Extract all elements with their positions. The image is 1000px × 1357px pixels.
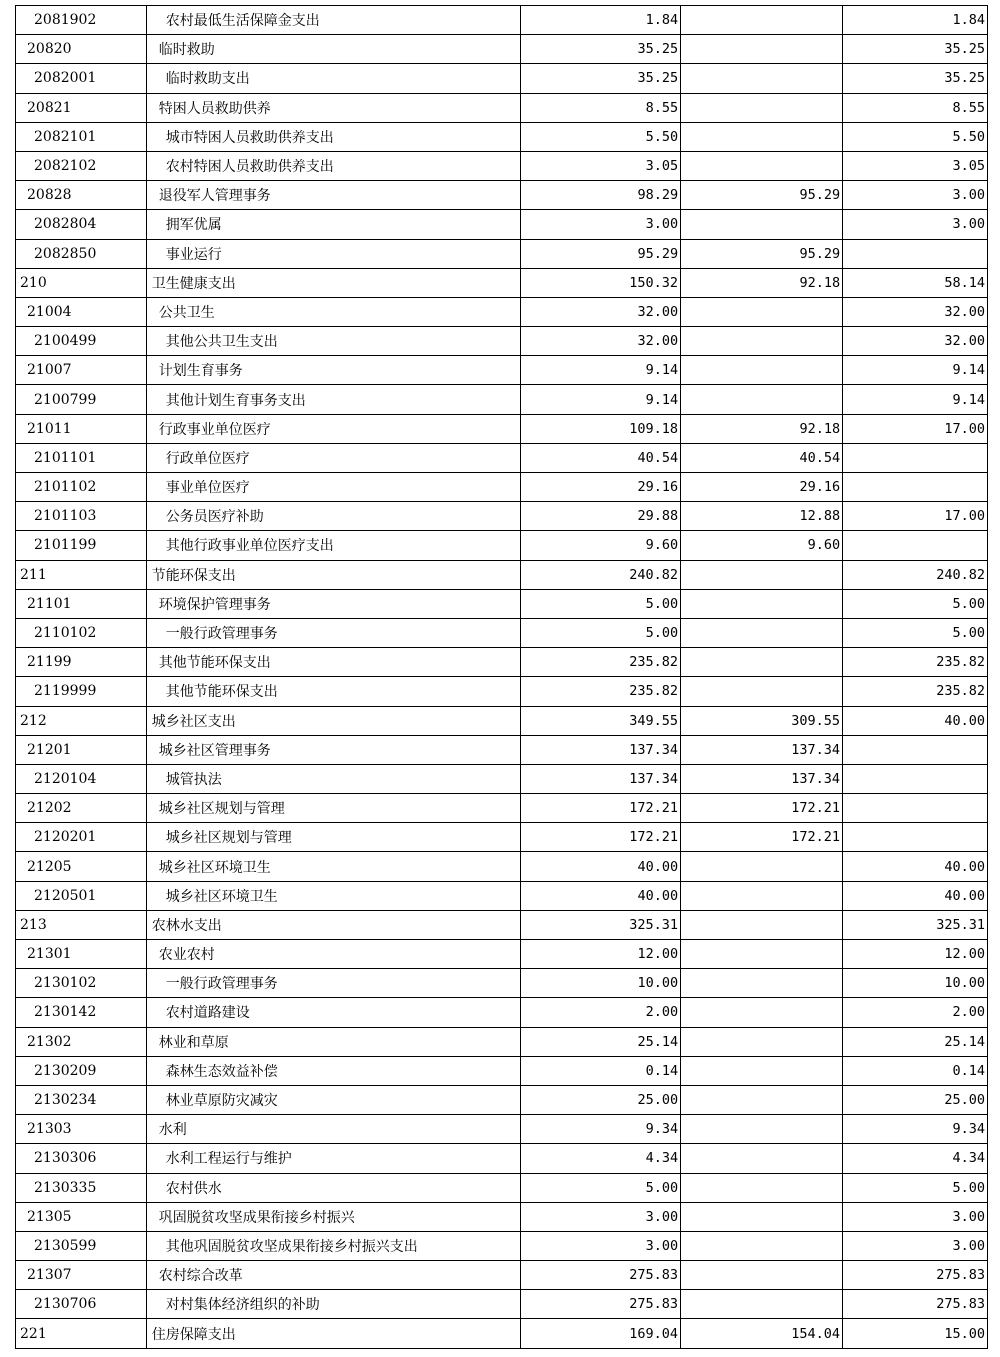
subject-name-cell: 农林水支出: [146, 910, 520, 939]
table-row: [16, 677, 988, 706]
total-amount-cell: 349.55: [521, 706, 681, 735]
basic-expenditure-cell: [681, 560, 843, 589]
project-expenditure-cell: 40.00: [843, 706, 988, 735]
total-amount-cell: 137.34: [521, 735, 681, 764]
table-row: [16, 998, 988, 1027]
project-expenditure-cell: 8.55: [843, 93, 988, 122]
table-row: [16, 1085, 988, 1114]
subject-code-cell: 2120104: [16, 764, 147, 793]
basic-expenditure-cell: [681, 93, 843, 122]
subject-name-cell: 拥军优属: [146, 210, 520, 239]
subject-code-cell: 221: [16, 1319, 147, 1348]
table-row: [16, 1290, 988, 1319]
subject-code-cell: 21011: [16, 414, 147, 443]
table-row: [16, 910, 988, 939]
total-amount-cell: 235.82: [521, 648, 681, 677]
subject-code-cell: 2081902: [16, 6, 147, 35]
project-expenditure-cell: 3.05: [843, 151, 988, 180]
total-amount-cell: 150.32: [521, 268, 681, 297]
subject-name-cell: 环境保护管理事务: [146, 589, 520, 618]
basic-expenditure-cell: 9.60: [681, 531, 843, 560]
subject-code-cell: 2120501: [16, 881, 147, 910]
project-expenditure-cell: [843, 443, 988, 472]
subject-name-cell: 农村最低生活保障金支出: [146, 6, 520, 35]
table-row: [16, 181, 988, 210]
total-amount-cell: 3.05: [521, 151, 681, 180]
table-row: [16, 794, 988, 823]
subject-code-cell: 21307: [16, 1261, 147, 1290]
total-amount-cell: 3.00: [521, 210, 681, 239]
project-expenditure-cell: 40.00: [843, 881, 988, 910]
total-amount-cell: 5.50: [521, 122, 681, 151]
subject-name-cell: 巩固脱贫攻坚成果衔接乡村振兴: [146, 1202, 520, 1231]
basic-expenditure-cell: 95.29: [681, 239, 843, 268]
subject-name-cell: 公务员医疗补助: [146, 502, 520, 531]
total-amount-cell: 12.00: [521, 940, 681, 969]
basic-expenditure-cell: [681, 589, 843, 618]
total-amount-cell: 172.21: [521, 794, 681, 823]
subject-name-cell: 一般行政管理事务: [146, 618, 520, 647]
subject-name-cell: 一般行政管理事务: [146, 969, 520, 998]
subject-code-cell: 2082001: [16, 64, 147, 93]
total-amount-cell: 9.14: [521, 356, 681, 385]
basic-expenditure-cell: [681, 64, 843, 93]
project-expenditure-cell: 58.14: [843, 268, 988, 297]
project-expenditure-cell: [843, 735, 988, 764]
table-row: [16, 1027, 988, 1056]
project-expenditure-cell: 5.00: [843, 1173, 988, 1202]
total-amount-cell: 235.82: [521, 677, 681, 706]
basic-expenditure-cell: [681, 122, 843, 151]
subject-name-cell: 城乡社区管理事务: [146, 735, 520, 764]
basic-expenditure-cell: 154.04: [681, 1319, 843, 1348]
subject-code-cell: 21004: [16, 297, 147, 326]
basic-expenditure-cell: 172.21: [681, 823, 843, 852]
basic-expenditure-cell: [681, 910, 843, 939]
project-expenditure-cell: 32.00: [843, 327, 988, 356]
subject-name-cell: 农村综合改革: [146, 1261, 520, 1290]
subject-name-cell: 森林生态效益补偿: [146, 1056, 520, 1085]
table-row: [16, 385, 988, 414]
subject-code-cell: 213: [16, 910, 147, 939]
table-row: [16, 93, 988, 122]
project-expenditure-cell: 2.00: [843, 998, 988, 1027]
basic-expenditure-cell: [681, 1231, 843, 1260]
total-amount-cell: 95.29: [521, 239, 681, 268]
basic-expenditure-cell: [681, 852, 843, 881]
subject-name-cell: 城乡社区支出: [146, 706, 520, 735]
basic-expenditure-cell: [681, 618, 843, 647]
subject-name-cell: 事业运行: [146, 239, 520, 268]
subject-name-cell: 水利工程运行与维护: [146, 1144, 520, 1173]
project-expenditure-cell: 9.14: [843, 356, 988, 385]
project-expenditure-cell: 240.82: [843, 560, 988, 589]
budget-expenditure-table: [15, 5, 988, 1349]
total-amount-cell: 29.88: [521, 502, 681, 531]
subject-code-cell: 2100799: [16, 385, 147, 414]
basic-expenditure-cell: [681, 35, 843, 64]
subject-code-cell: 2130599: [16, 1231, 147, 1260]
basic-expenditure-cell: [681, 677, 843, 706]
subject-name-cell: 农村道路建设: [146, 998, 520, 1027]
subject-code-cell: 21301: [16, 940, 147, 969]
table-row: [16, 210, 988, 239]
total-amount-cell: 5.00: [521, 1173, 681, 1202]
project-expenditure-cell: 3.00: [843, 181, 988, 210]
subject-code-cell: 2082102: [16, 151, 147, 180]
total-amount-cell: 5.00: [521, 618, 681, 647]
table-row: [16, 1056, 988, 1085]
subject-code-cell: 2130335: [16, 1173, 147, 1202]
subject-name-cell: 特困人员救助供养: [146, 93, 520, 122]
subject-name-cell: 退役军人管理事务: [146, 181, 520, 210]
basic-expenditure-cell: [681, 151, 843, 180]
subject-name-cell: 临时救助: [146, 35, 520, 64]
subject-name-cell: 节能环保支出: [146, 560, 520, 589]
subject-code-cell: 2119999: [16, 677, 147, 706]
subject-name-cell: 临时救助支出: [146, 64, 520, 93]
table-row: [16, 327, 988, 356]
project-expenditure-cell: 235.82: [843, 648, 988, 677]
subject-name-cell: 其他节能环保支出: [146, 648, 520, 677]
subject-name-cell: 对村集体经济组织的补助: [146, 1290, 520, 1319]
project-expenditure-cell: [843, 764, 988, 793]
basic-expenditure-cell: 92.18: [681, 414, 843, 443]
total-amount-cell: 1.84: [521, 6, 681, 35]
subject-name-cell: 卫生健康支出: [146, 268, 520, 297]
table-row: [16, 1202, 988, 1231]
subject-code-cell: 20820: [16, 35, 147, 64]
basic-expenditure-cell: [681, 356, 843, 385]
table-row: [16, 706, 988, 735]
subject-code-cell: 21199: [16, 648, 147, 677]
total-amount-cell: 40.00: [521, 881, 681, 910]
subject-code-cell: 21101: [16, 589, 147, 618]
subject-code-cell: 2082850: [16, 239, 147, 268]
subject-code-cell: 2130706: [16, 1290, 147, 1319]
table-row: [16, 443, 988, 472]
basic-expenditure-cell: [681, 1115, 843, 1144]
table-row: [16, 6, 988, 35]
project-expenditure-cell: 35.25: [843, 35, 988, 64]
project-expenditure-cell: [843, 794, 988, 823]
basic-expenditure-cell: 12.88: [681, 502, 843, 531]
subject-code-cell: 2101102: [16, 473, 147, 502]
basic-expenditure-cell: [681, 881, 843, 910]
subject-code-cell: 2130142: [16, 998, 147, 1027]
subject-name-cell: 住房保障支出: [146, 1319, 520, 1348]
subject-name-cell: 其他行政事业单位医疗支出: [146, 531, 520, 560]
table-row: [16, 735, 988, 764]
table-row: [16, 473, 988, 502]
total-amount-cell: 137.34: [521, 764, 681, 793]
total-amount-cell: 98.29: [521, 181, 681, 210]
total-amount-cell: 275.83: [521, 1290, 681, 1319]
subject-code-cell: 2082804: [16, 210, 147, 239]
project-expenditure-cell: 0.14: [843, 1056, 988, 1085]
total-amount-cell: 9.14: [521, 385, 681, 414]
basic-expenditure-cell: [681, 1144, 843, 1173]
table-row: [16, 1261, 988, 1290]
basic-expenditure-cell: [681, 385, 843, 414]
basic-expenditure-cell: [681, 327, 843, 356]
basic-expenditure-cell: [681, 1056, 843, 1085]
table-row: [16, 589, 988, 618]
subject-code-cell: 2100499: [16, 327, 147, 356]
basic-expenditure-cell: 172.21: [681, 794, 843, 823]
subject-name-cell: 城管执法: [146, 764, 520, 793]
project-expenditure-cell: 32.00: [843, 297, 988, 326]
total-amount-cell: 8.55: [521, 93, 681, 122]
table-row: [16, 823, 988, 852]
total-amount-cell: 169.04: [521, 1319, 681, 1348]
subject-name-cell: 计划生育事务: [146, 356, 520, 385]
table-row: [16, 35, 988, 64]
project-expenditure-cell: 5.50: [843, 122, 988, 151]
project-expenditure-cell: [843, 531, 988, 560]
total-amount-cell: 3.00: [521, 1231, 681, 1260]
table-row: [16, 969, 988, 998]
project-expenditure-cell: 4.34: [843, 1144, 988, 1173]
basic-expenditure-cell: 309.55: [681, 706, 843, 735]
subject-name-cell: 行政事业单位医疗: [146, 414, 520, 443]
total-amount-cell: 32.00: [521, 297, 681, 326]
total-amount-cell: 25.00: [521, 1085, 681, 1114]
subject-code-cell: 2120201: [16, 823, 147, 852]
basic-expenditure-cell: [681, 1290, 843, 1319]
subject-code-cell: 2110102: [16, 618, 147, 647]
project-expenditure-cell: 10.00: [843, 969, 988, 998]
total-amount-cell: 172.21: [521, 823, 681, 852]
total-amount-cell: 5.00: [521, 589, 681, 618]
project-expenditure-cell: 5.00: [843, 589, 988, 618]
table-row: [16, 239, 988, 268]
project-expenditure-cell: 15.00: [843, 1319, 988, 1348]
total-amount-cell: 35.25: [521, 64, 681, 93]
project-expenditure-cell: 9.14: [843, 385, 988, 414]
basic-expenditure-cell: 95.29: [681, 181, 843, 210]
subject-code-cell: 211: [16, 560, 147, 589]
total-amount-cell: 4.34: [521, 1144, 681, 1173]
subject-code-cell: 2130102: [16, 969, 147, 998]
basic-expenditure-cell: [681, 210, 843, 239]
table-body: [16, 6, 988, 1349]
table-row: [16, 1231, 988, 1260]
total-amount-cell: 10.00: [521, 969, 681, 998]
subject-name-cell: 事业单位医疗: [146, 473, 520, 502]
subject-code-cell: 21305: [16, 1202, 147, 1231]
project-expenditure-cell: 3.00: [843, 210, 988, 239]
subject-name-cell: 其他节能环保支出: [146, 677, 520, 706]
table-row: [16, 940, 988, 969]
project-expenditure-cell: [843, 239, 988, 268]
table-row: [16, 1173, 988, 1202]
subject-code-cell: 20828: [16, 181, 147, 210]
project-expenditure-cell: 3.00: [843, 1231, 988, 1260]
table-row: [16, 122, 988, 151]
subject-name-cell: 其他公共卫生支出: [146, 327, 520, 356]
project-expenditure-cell: 235.82: [843, 677, 988, 706]
project-expenditure-cell: 275.83: [843, 1261, 988, 1290]
basic-expenditure-cell: [681, 1027, 843, 1056]
subject-code-cell: 21302: [16, 1027, 147, 1056]
basic-expenditure-cell: [681, 1202, 843, 1231]
subject-name-cell: 农村供水: [146, 1173, 520, 1202]
table-row: [16, 1144, 988, 1173]
table-row: [16, 648, 988, 677]
subject-name-cell: 林业和草原: [146, 1027, 520, 1056]
subject-name-cell: 林业草原防灾减灾: [146, 1085, 520, 1114]
subject-code-cell: 21303: [16, 1115, 147, 1144]
subject-name-cell: 城乡社区环境卫生: [146, 852, 520, 881]
basic-expenditure-cell: 92.18: [681, 268, 843, 297]
subject-code-cell: 21007: [16, 356, 147, 385]
subject-code-cell: 2130306: [16, 1144, 147, 1173]
total-amount-cell: 0.14: [521, 1056, 681, 1085]
basic-expenditure-cell: [681, 648, 843, 677]
project-expenditure-cell: 25.14: [843, 1027, 988, 1056]
total-amount-cell: 9.60: [521, 531, 681, 560]
subject-name-cell: 行政单位医疗: [146, 443, 520, 472]
basic-expenditure-cell: [681, 1173, 843, 1202]
subject-name-cell: 农村特困人员救助供养支出: [146, 151, 520, 180]
subject-code-cell: 2101199: [16, 531, 147, 560]
table-row: [16, 881, 988, 910]
total-amount-cell: 35.25: [521, 35, 681, 64]
subject-name-cell: 城市特困人员救助供养支出: [146, 122, 520, 151]
total-amount-cell: 25.14: [521, 1027, 681, 1056]
total-amount-cell: 275.83: [521, 1261, 681, 1290]
total-amount-cell: 32.00: [521, 327, 681, 356]
table-row: [16, 531, 988, 560]
project-expenditure-cell: 17.00: [843, 502, 988, 531]
table-row: [16, 560, 988, 589]
project-expenditure-cell: 325.31: [843, 910, 988, 939]
table-row: [16, 502, 988, 531]
basic-expenditure-cell: [681, 998, 843, 1027]
subject-code-cell: 20821: [16, 93, 147, 122]
subject-code-cell: 2082101: [16, 122, 147, 151]
total-amount-cell: 40.00: [521, 852, 681, 881]
total-amount-cell: 9.34: [521, 1115, 681, 1144]
basic-expenditure-cell: 137.34: [681, 735, 843, 764]
subject-code-cell: 2130234: [16, 1085, 147, 1114]
project-expenditure-cell: 275.83: [843, 1290, 988, 1319]
project-expenditure-cell: 3.00: [843, 1202, 988, 1231]
subject-code-cell: 21201: [16, 735, 147, 764]
subject-code-cell: 21202: [16, 794, 147, 823]
project-expenditure-cell: 12.00: [843, 940, 988, 969]
total-amount-cell: 109.18: [521, 414, 681, 443]
basic-expenditure-cell: 137.34: [681, 764, 843, 793]
subject-code-cell: 212: [16, 706, 147, 735]
subject-code-cell: 21205: [16, 852, 147, 881]
subject-code-cell: 2101101: [16, 443, 147, 472]
project-expenditure-cell: 35.25: [843, 64, 988, 93]
subject-name-cell: 城乡社区规划与管理: [146, 823, 520, 852]
subject-code-cell: 210: [16, 268, 147, 297]
budget-table-wrapper: [15, 5, 988, 1349]
basic-expenditure-cell: [681, 1261, 843, 1290]
total-amount-cell: 325.31: [521, 910, 681, 939]
table-row: [16, 852, 988, 881]
table-row: [16, 1115, 988, 1144]
subject-name-cell: 水利: [146, 1115, 520, 1144]
project-expenditure-cell: [843, 823, 988, 852]
table-row: [16, 268, 988, 297]
basic-expenditure-cell: [681, 940, 843, 969]
basic-expenditure-cell: 40.54: [681, 443, 843, 472]
subject-name-cell: 公共卫生: [146, 297, 520, 326]
basic-expenditure-cell: [681, 297, 843, 326]
subject-name-cell: 其他计划生育事务支出: [146, 385, 520, 414]
basic-expenditure-cell: [681, 969, 843, 998]
subject-name-cell: 城乡社区规划与管理: [146, 794, 520, 823]
project-expenditure-cell: 1.84: [843, 6, 988, 35]
project-expenditure-cell: 17.00: [843, 414, 988, 443]
total-amount-cell: 3.00: [521, 1202, 681, 1231]
subject-name-cell: 城乡社区环境卫生: [146, 881, 520, 910]
table-row: [16, 64, 988, 93]
table-row: [16, 297, 988, 326]
table-row: [16, 414, 988, 443]
total-amount-cell: 40.54: [521, 443, 681, 472]
total-amount-cell: 29.16: [521, 473, 681, 502]
project-expenditure-cell: [843, 473, 988, 502]
total-amount-cell: 2.00: [521, 998, 681, 1027]
subject-name-cell: 其他巩固脱贫攻坚成果衔接乡村振兴支出: [146, 1231, 520, 1260]
table-row: [16, 764, 988, 793]
basic-expenditure-cell: 29.16: [681, 473, 843, 502]
subject-code-cell: 2101103: [16, 502, 147, 531]
table-row: [16, 356, 988, 385]
project-expenditure-cell: 5.00: [843, 618, 988, 647]
basic-expenditure-cell: [681, 6, 843, 35]
project-expenditure-cell: 40.00: [843, 852, 988, 881]
subject-code-cell: 2130209: [16, 1056, 147, 1085]
total-amount-cell: 240.82: [521, 560, 681, 589]
subject-name-cell: 农业农村: [146, 940, 520, 969]
project-expenditure-cell: 9.34: [843, 1115, 988, 1144]
table-row: [16, 618, 988, 647]
basic-expenditure-cell: [681, 1085, 843, 1114]
table-row: [16, 1319, 988, 1348]
table-row: [16, 151, 988, 180]
project-expenditure-cell: 25.00: [843, 1085, 988, 1114]
